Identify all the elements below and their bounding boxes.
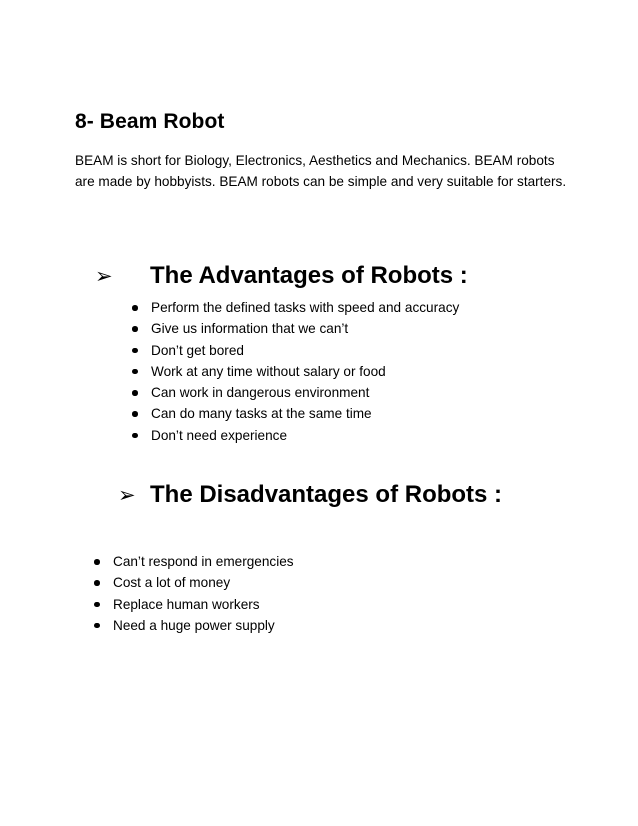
- arrow-bullet-icon: ➢: [118, 483, 136, 507]
- list-item: [113, 572, 294, 593]
- list-item-text: Don’t get bored: [151, 342, 244, 358]
- advantages-heading: [95, 262, 468, 290]
- list-item-text: Work at any time without salary or food: [151, 363, 386, 379]
- intro-paragraph: [75, 150, 575, 192]
- list-item: [151, 297, 459, 318]
- list-item: [151, 318, 459, 339]
- intro-line: are made by hobbyists. BEAM robots can be simple and very suitable for starters.: [75, 174, 567, 189]
- advantages-heading-text: The Advantages of Robots :: [150, 262, 468, 289]
- list-item-text: Need a huge power supply: [113, 617, 275, 633]
- bullet-icon: [94, 623, 100, 629]
- arrow-bullet-icon: ➢: [95, 264, 113, 288]
- list-item: [151, 425, 459, 446]
- list-item: [151, 382, 459, 403]
- bullet-icon: [132, 326, 138, 332]
- bullet-icon: [94, 580, 100, 586]
- list-item-text: Cost a lot of money: [113, 575, 231, 591]
- list-item: [113, 551, 294, 572]
- intro-line: BEAM is short for Biology, Electronics, Aesthetics and Mechanics. BEAM robots: [75, 153, 555, 168]
- bullet-icon: [132, 348, 138, 354]
- advantages-list: [151, 297, 459, 446]
- list-item: [113, 615, 294, 636]
- list-item: [151, 361, 459, 382]
- bullet-icon: [132, 411, 138, 417]
- disadvantages-heading: [118, 481, 502, 509]
- disadvantages-heading-text: The Disadvantages of Robots :: [150, 481, 503, 508]
- list-item: [151, 403, 459, 424]
- bullet-icon: [132, 433, 138, 439]
- bullet-icon: [94, 559, 100, 565]
- list-item-text: Replace human workers: [113, 596, 260, 612]
- list-item-text: Can’t respond in emergencies: [113, 554, 294, 569]
- list-item-text: Can work in dangerous environment: [151, 385, 370, 401]
- list-item-text: Give us information that we can’t: [151, 321, 349, 337]
- list-item-text: Can do many tasks at the same time: [151, 406, 372, 422]
- list-item: [151, 340, 459, 361]
- list-item-text: Perform the defined tasks with speed and accuracy: [151, 300, 460, 315]
- bullet-icon: [132, 390, 138, 396]
- list-item-text: Don’t need experience: [151, 427, 288, 443]
- list-item: [113, 594, 294, 615]
- bullet-icon: [132, 305, 138, 311]
- bullet-icon: [94, 602, 100, 608]
- disadvantages-list: [113, 551, 294, 636]
- section-title: 8- Beam Robot: [75, 110, 225, 133]
- bullet-icon: [132, 369, 138, 375]
